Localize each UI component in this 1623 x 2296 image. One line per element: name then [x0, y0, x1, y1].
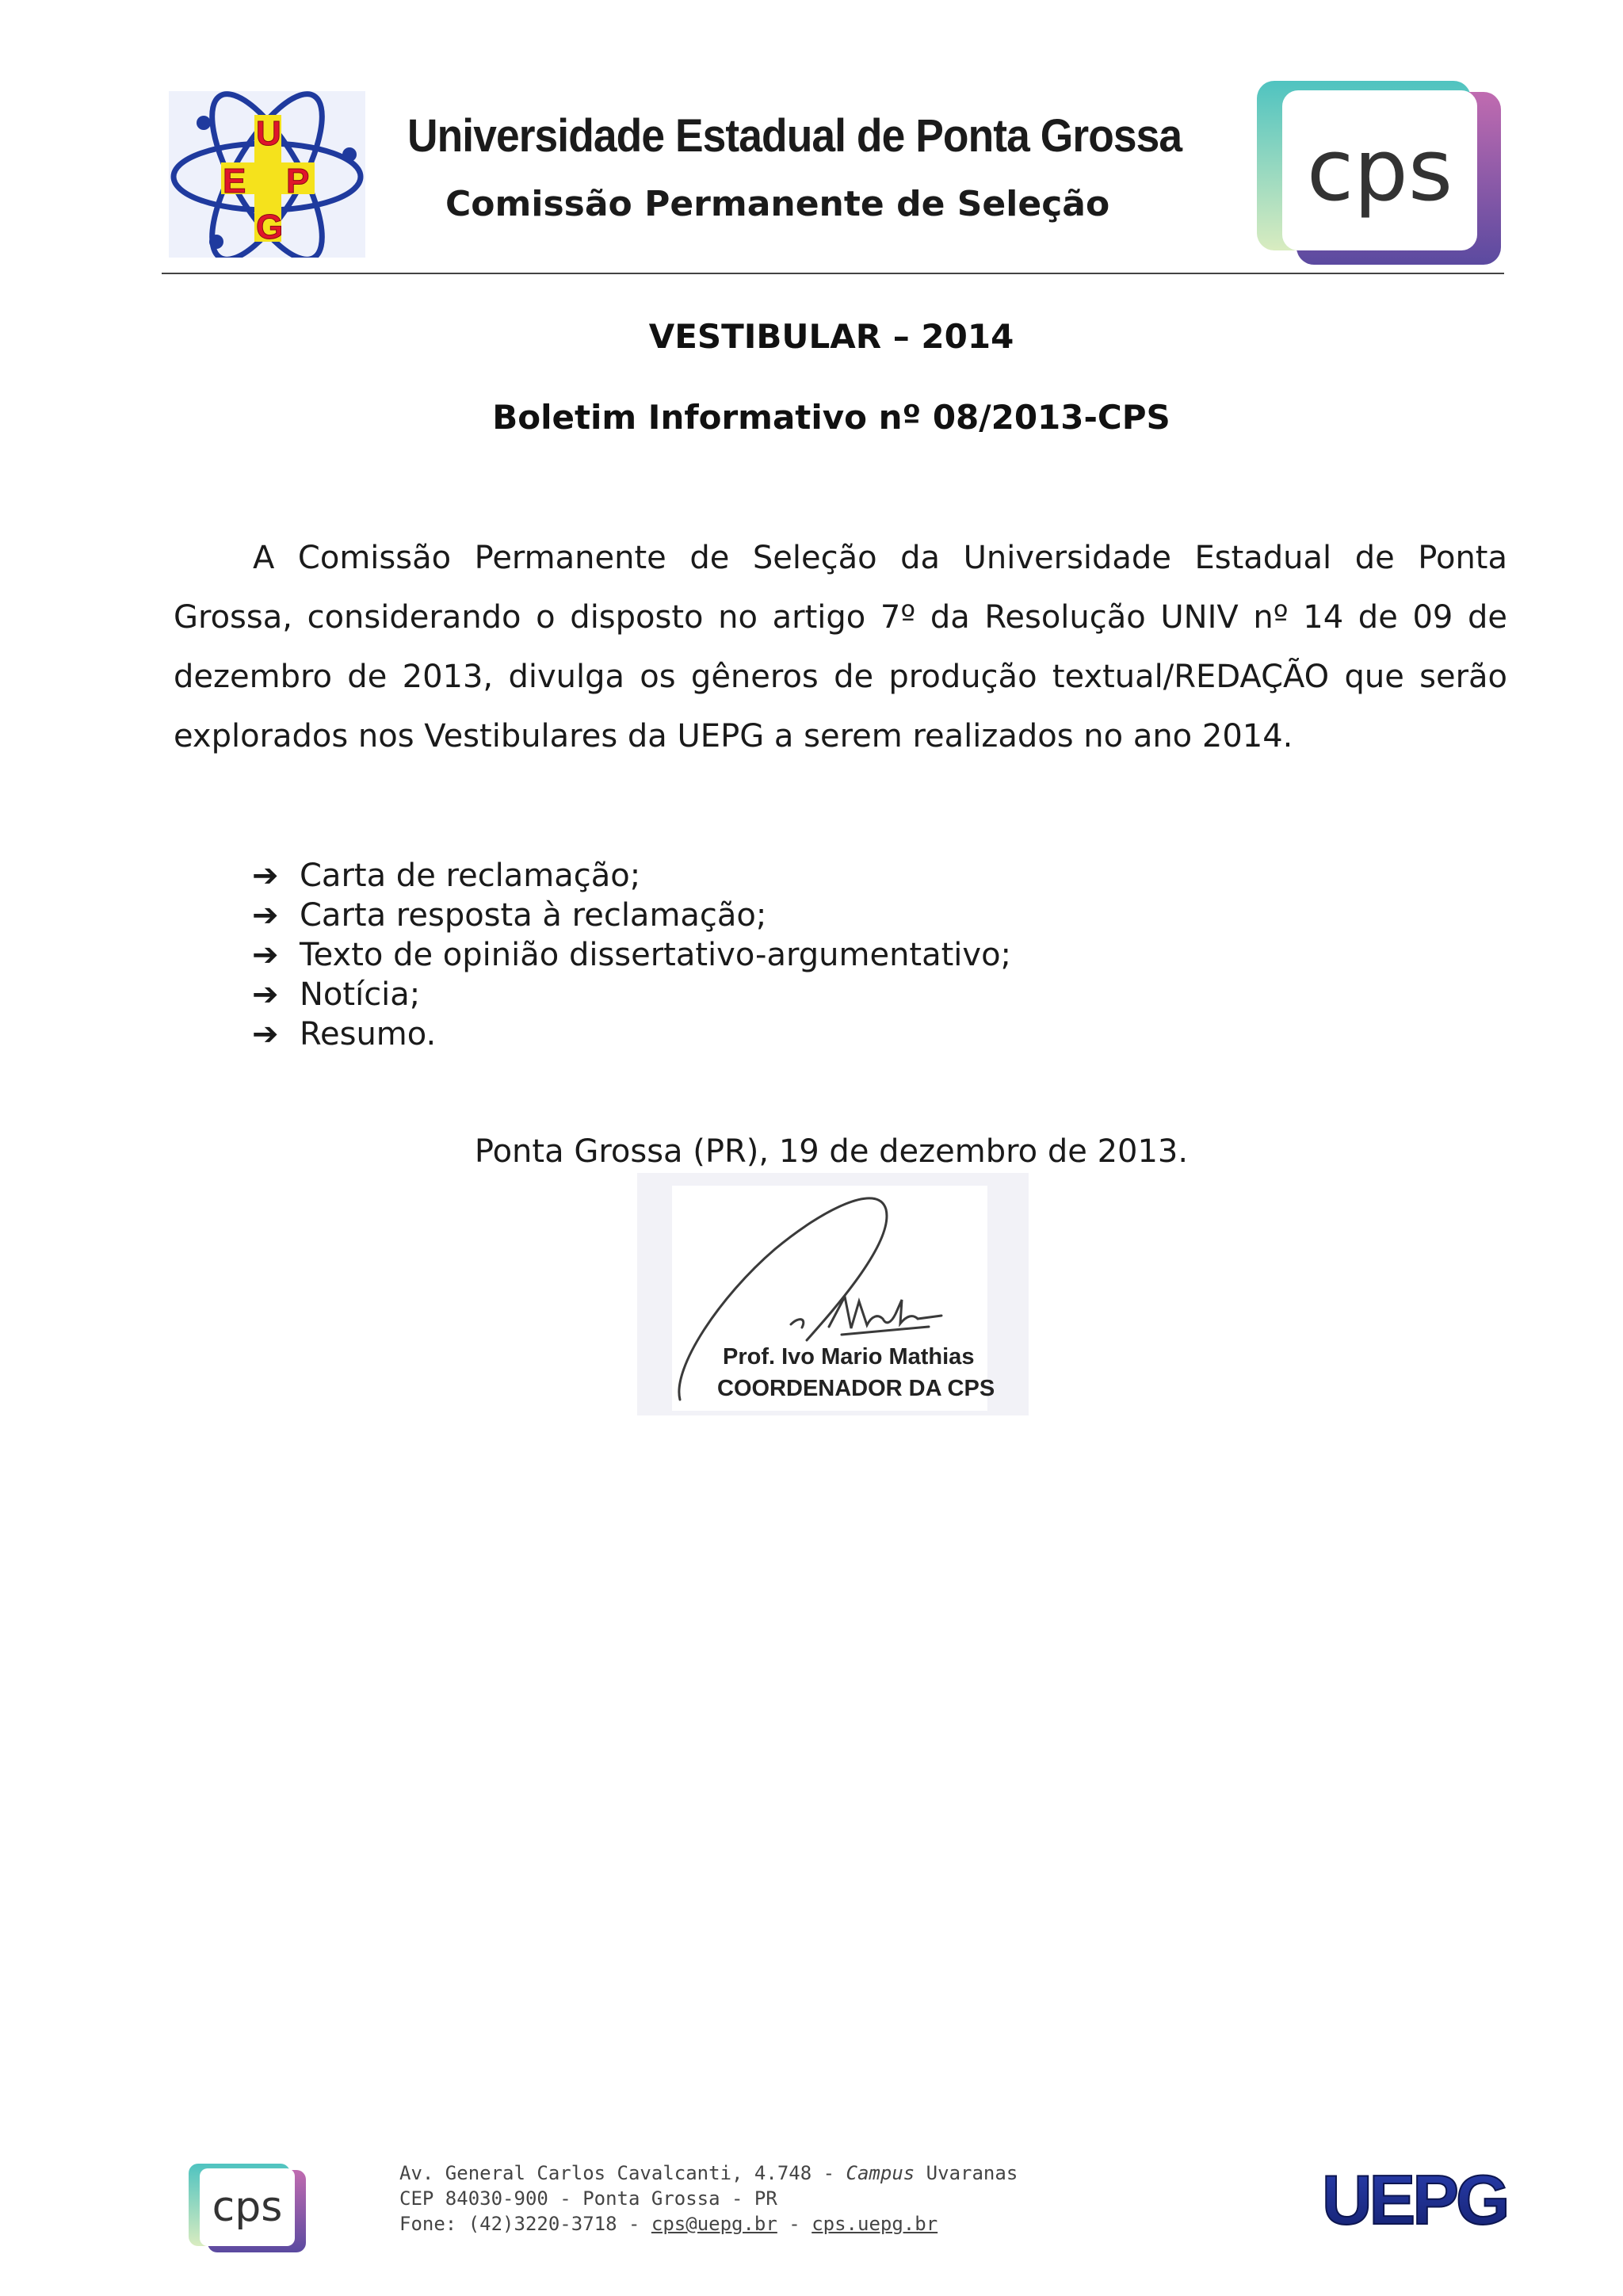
list-item — [252, 935, 1011, 975]
uepg-logo-letter-e: E — [223, 162, 246, 201]
uepg-logo-letter-u: U — [256, 114, 281, 153]
phone-line: Fone: (42)3220-3718 - cps@uepg.br - cps.uepg.br — [399, 2213, 938, 2235]
campus-word: Campus — [846, 2162, 915, 2184]
list-item-text: Texto de opinião dissertativo-argumentativo; — [300, 937, 1012, 973]
arrow-right-icon: ➔ — [252, 1016, 279, 1052]
website-link[interactable]: cps.uepg.br — [812, 2213, 938, 2235]
uepg-logo-letter-g: G — [256, 208, 284, 246]
uepg-footer-logo-text: UEPG — [1322, 2165, 1507, 2233]
cps-footer-logo — [189, 2164, 306, 2252]
address-line: Av. General Carlos Cavalcanti, 4.748 - Campus Uvaranas — [399, 2162, 1018, 2184]
uepg-footer-logo — [1322, 2165, 1545, 2233]
page-title: VESTIBULAR – 2014 — [648, 317, 1014, 356]
list-item-text: Notícia; — [300, 976, 421, 1013]
list-item-text: Carta resposta à reclamação; — [300, 897, 767, 934]
signatory-name: Prof. Ivo Mario Mathias — [723, 1344, 975, 1370]
date-line: Ponta Grossa (PR), 19 de dezembro de 2013. — [474, 1133, 1189, 1170]
email-link[interactable]: cps@uepg.br — [651, 2213, 777, 2235]
list-item-text: Resumo. — [300, 1016, 437, 1052]
list-item — [252, 896, 1011, 935]
cps-logo — [1257, 81, 1501, 265]
arrow-right-icon: ➔ — [252, 937, 279, 973]
list-item-text: Carta de reclamação; — [300, 858, 641, 894]
signatory-role: COORDENADOR DA CPS — [717, 1376, 995, 1401]
header-divider — [162, 273, 1504, 274]
uepg-logo — [169, 91, 365, 258]
arrow-right-icon: ➔ — [252, 858, 279, 894]
commission-name: Comissão Permanente de Seleção — [445, 184, 1110, 224]
list-item — [252, 856, 1011, 896]
uepg-logo-letter-p: P — [286, 162, 310, 201]
cps-logo-text: cps — [1306, 121, 1453, 220]
cps-footer-logo-text: cps — [212, 2183, 283, 2231]
list-item — [252, 975, 1011, 1014]
cep-line: CEP 84030-900 - Ponta Grossa - PR — [399, 2187, 777, 2210]
arrow-right-icon: ➔ — [252, 976, 279, 1013]
university-name: Universidade Estadual de Ponta Grossa — [407, 110, 1182, 162]
footer-address — [399, 2160, 1018, 2237]
genre-list — [252, 856, 1011, 1054]
arrow-right-icon: ➔ — [252, 897, 279, 934]
body-paragraph: A Comissão Permanente de Seleção da Universidade Estadual de Ponta Grossa, considerando o disposto no artigo 7º da Resolução UNIV nº 14 de 09 de dezembro de 2013, divulga os gêneros de produção textual/REDAÇÃO que serão explorados nos Vestibulares da UEPG a serem realizados no ano 2014. — [174, 540, 1507, 755]
bulletin-number: Boletim Informativo nº 08/2013-CPS — [492, 398, 1170, 437]
list-item — [252, 1014, 1011, 1054]
